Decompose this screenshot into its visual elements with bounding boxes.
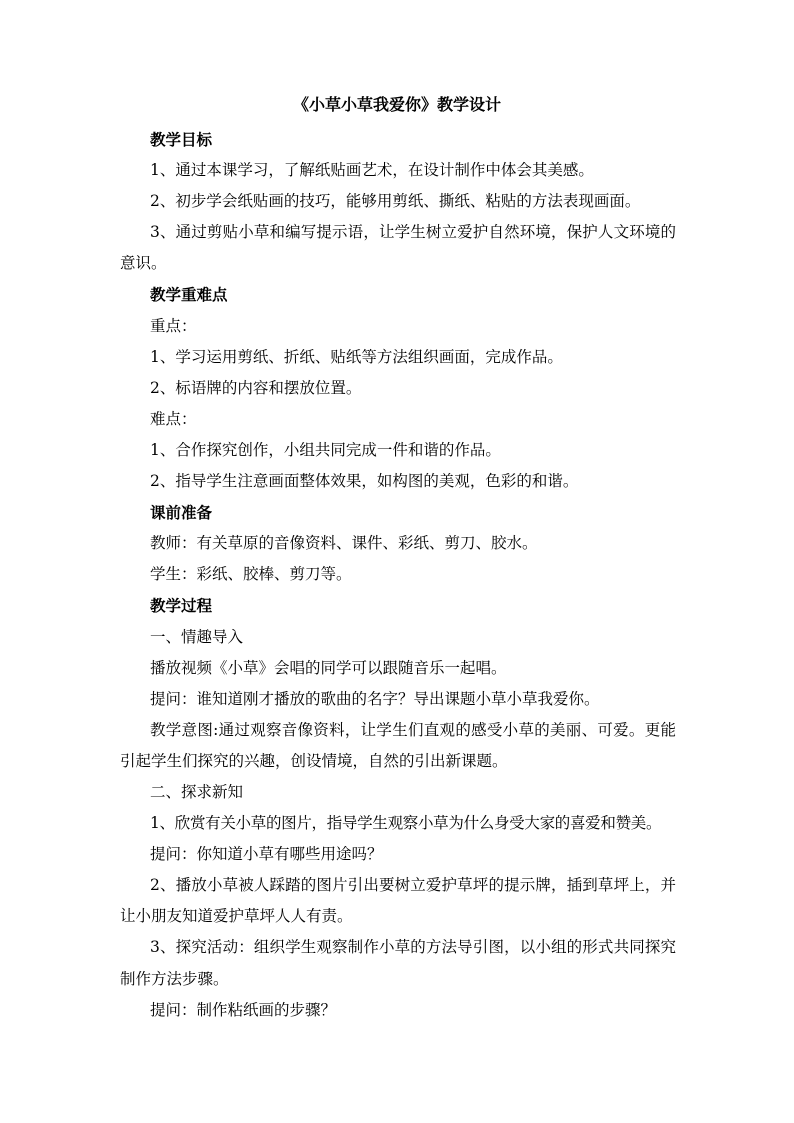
paragraph: 教师：有关草原的音像资料、课件、彩纸、剪刀、胶水。 xyxy=(150,534,538,553)
paragraph: 2、标语牌的内容和摆放位置。 xyxy=(150,378,362,397)
paragraph: 1、欣赏有关小草的图片，指导学生观察小草为什么身受大家的喜爱和赞美。 xyxy=(150,814,662,833)
paragraph: 1、通过本课学习，了解纸贴画艺术，在设计制作中体会其美感。 xyxy=(150,161,594,180)
paragraph: 提问：谁知道刚才播放的歌曲的名字？导出课题小草小草我爱你。 xyxy=(150,689,600,708)
section-heading-process: 教学过程 xyxy=(150,596,213,616)
paragraph: 提问：制作粘纸画的步骤？ xyxy=(150,1000,337,1019)
paragraph: 3、通过剪贴小草和编写提示语，让学生树立爱护自然环境，保护人文环境的意识。 xyxy=(120,223,676,273)
paragraph: 1、学习运用剪纸、折纸、贴纸等方法组织画面，完成作品。 xyxy=(150,347,563,366)
section-heading-objectives: 教学目标 xyxy=(150,130,213,149)
paragraph: 1、合作探究创作，小组共同完成一件和谐的作品。 xyxy=(150,440,501,459)
paragraph: 播放视频《小草》会唱的同学可以跟随音乐一起唱。 xyxy=(150,658,507,677)
paragraph: 2、初步学会纸贴画的技巧，能够用剪纸、撕纸、粘贴的方法表现画面。 xyxy=(150,192,641,211)
paragraph: 一、情趣导入 xyxy=(150,627,244,646)
paragraph: 3、探究活动：组织学生观察制作小草的方法导引图，以小组的形式共同探究制作方法步骤。 xyxy=(120,938,676,988)
paragraph: 二、探求新知 xyxy=(150,782,244,801)
section-heading-key-points: 教学重难点 xyxy=(150,285,228,305)
paragraph: 提问：你知道小草有哪些用途吗？ xyxy=(150,845,383,864)
paragraph: 学生：彩纸、胶棒、剪刀等。 xyxy=(150,565,352,584)
document-body xyxy=(120,124,676,1026)
paragraph: 教学意图:通过观察音像资料，让学生们直观的感受小草的美丽、可爱。更能引起学生们探究的兴趣，创设情境，自然的引出新课题。 xyxy=(120,720,676,770)
paragraph: 难点： xyxy=(150,409,197,428)
document-title: 《小草小草我爱你》教学设计 xyxy=(292,95,501,114)
paragraph: 2、播放小草被人踩踏的图片引出要树立爱护草坪的提示牌，插到草坪上，并让小朋友知道爱护草坪人人有责。 xyxy=(120,876,676,926)
paragraph: 重点： xyxy=(150,316,197,335)
paragraph: 2、指导学生注意画面整体效果，如构图的美观，色彩的和谐。 xyxy=(150,472,579,491)
section-heading-preparation: 课前准备 xyxy=(150,503,213,523)
